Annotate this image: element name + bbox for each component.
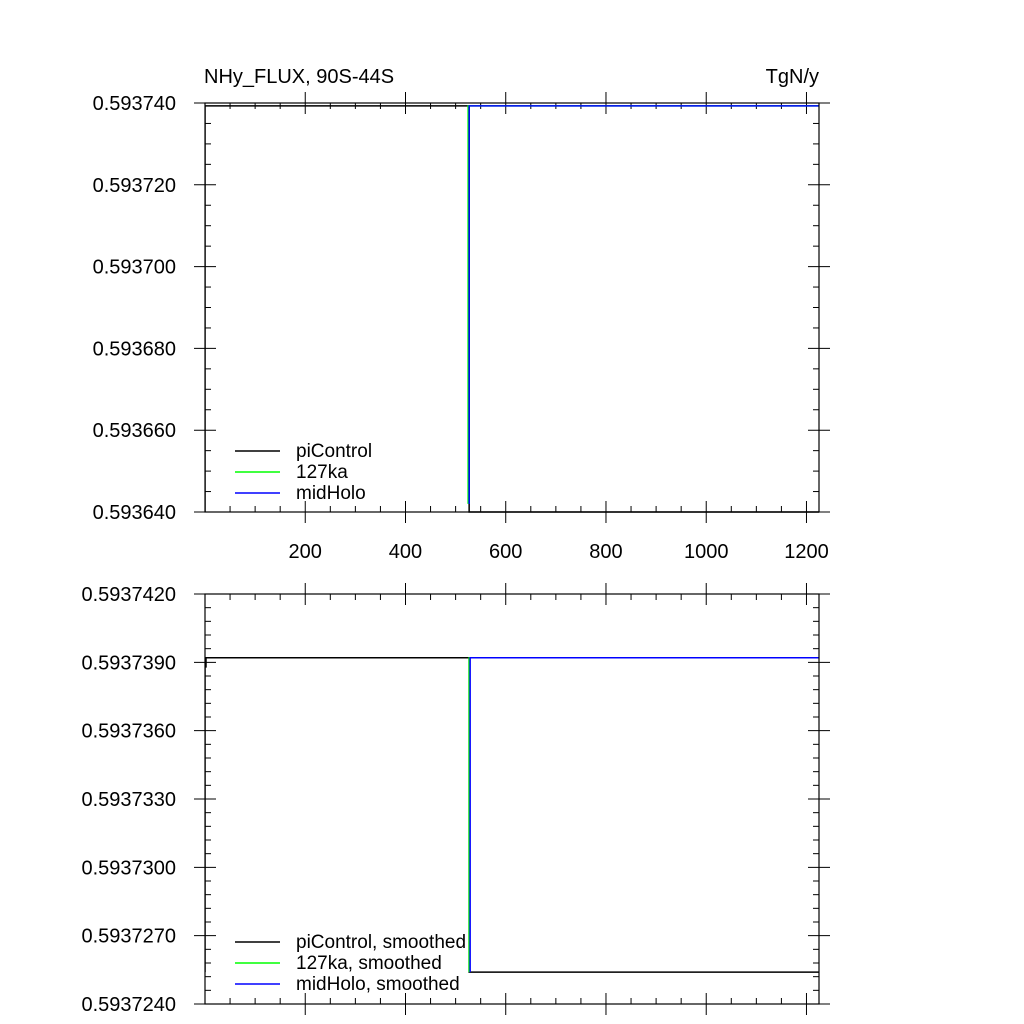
y-tick-label: 0.5937420	[81, 584, 176, 606]
y-tick-label: 0.5937240	[81, 994, 176, 1016]
series-line	[470, 658, 819, 972]
y-tick-label: 0.593740	[92, 93, 176, 115]
y-tick-label: 0.593680	[92, 338, 176, 361]
y-tick-label: 0.5937330	[81, 789, 176, 811]
series-line	[469, 106, 819, 504]
y-tick-label: 0.5937390	[81, 652, 176, 675]
y-tick-label: 0.593660	[92, 420, 176, 443]
x-tick-label: 1200	[784, 541, 829, 563]
x-tick-label: 200	[288, 541, 322, 563]
y-tick-label: 0.593640	[92, 502, 176, 524]
bottom-panel	[81, 583, 830, 1016]
legend	[235, 932, 466, 995]
legend-label: piControl	[296, 441, 373, 462]
y-tick-label: 0.5937270	[81, 925, 176, 948]
x-tick-label: 400	[388, 541, 423, 563]
y-tick-label: 0.593720	[92, 174, 176, 197]
legend	[235, 441, 372, 504]
x-tick-label: 600	[489, 541, 523, 563]
x-tick-label: 1000	[683, 541, 729, 563]
chart-title-left: NHy_FLUX, 90S-44S	[204, 66, 395, 88]
legend-label: midHolo	[296, 483, 366, 504]
legend-label: piControl, smoothed	[296, 932, 467, 953]
series-line	[468, 106, 819, 504]
y-tick-label: 0.593700	[92, 256, 176, 279]
series-line	[469, 658, 819, 972]
legend-label: 127ka	[296, 462, 348, 483]
top-panel	[93, 66, 830, 563]
series-group	[205, 658, 819, 972]
series-line	[205, 658, 819, 972]
legend-label: 127ka, smoothed	[296, 953, 442, 974]
legend-label: midHolo, smoothed	[296, 974, 460, 995]
y-tick-label: 0.5937360	[81, 720, 176, 743]
x-tick-label: 800	[589, 541, 623, 563]
y-tick-label: 0.5937300	[81, 857, 176, 880]
chart-units-label: TgN/y	[765, 66, 819, 88]
